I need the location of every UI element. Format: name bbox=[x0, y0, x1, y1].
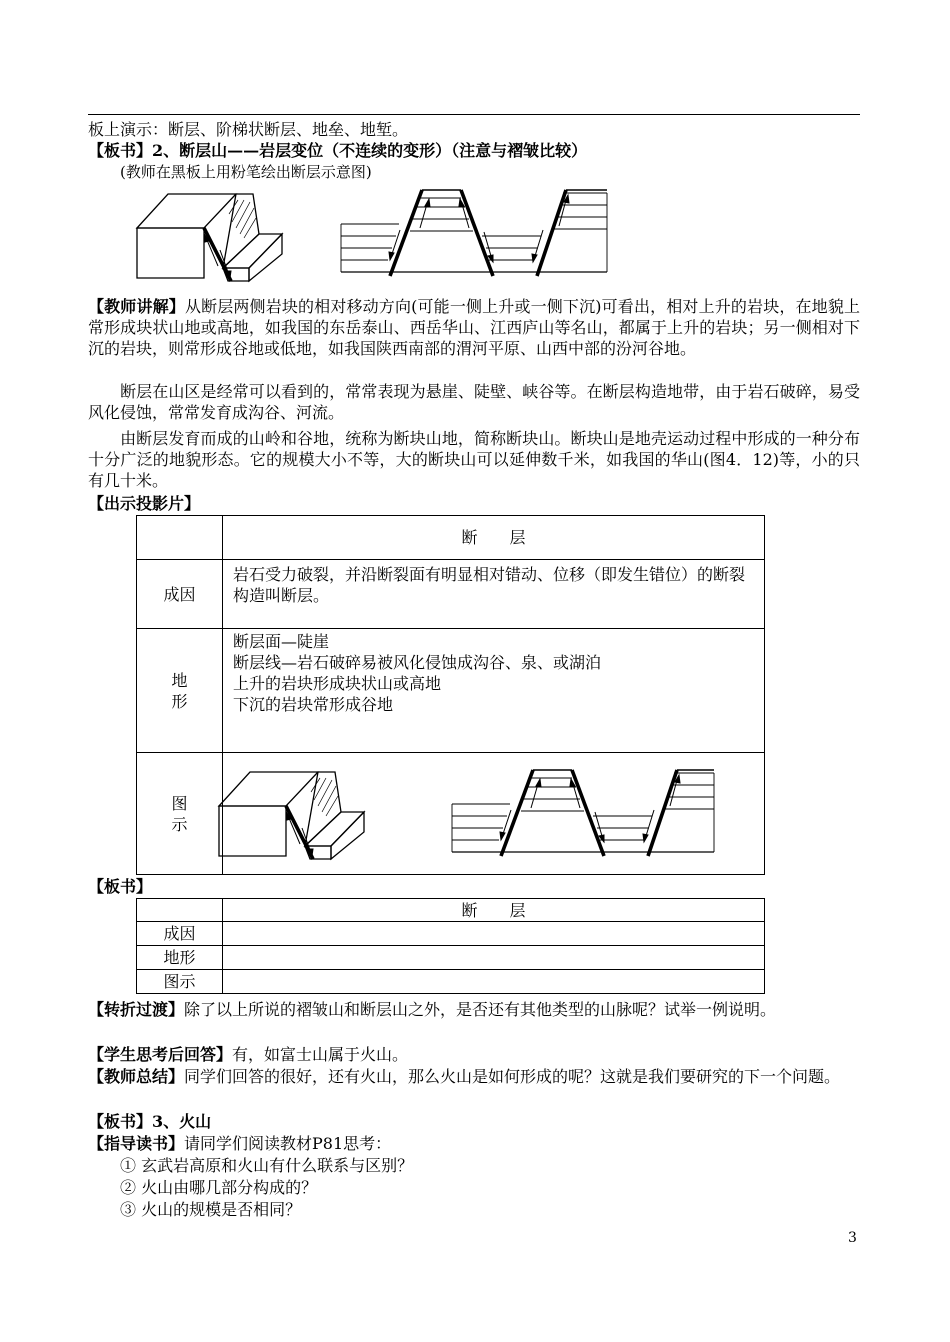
board-heading-fault-mountain bbox=[88, 140, 587, 161]
summary-paragraph bbox=[88, 1066, 860, 1087]
board-tag: 【板书】 bbox=[88, 1112, 153, 1131]
lecture-text-2: 断层在山区是经常可以看到的，常常表现为悬崖、陡壁、峡谷等。在断层构造地带，由于岩石破碎，易受风化侵蚀，常常发育成沟谷、河流。 bbox=[88, 382, 860, 422]
fault-block-diagram-table bbox=[218, 770, 368, 862]
table-cell bbox=[137, 899, 223, 922]
row-label: 成因 bbox=[137, 922, 223, 946]
header-rule bbox=[88, 114, 860, 115]
horst-graben-diagram-table bbox=[452, 766, 722, 858]
landform-line: 下沉的岩块常形成谷地 bbox=[233, 695, 394, 714]
table-row bbox=[137, 560, 765, 629]
summary-text: 同学们回答的很好，还有火山，那么火山是如何形成的呢？这就是我们要研究的下一个问题。 bbox=[184, 1067, 841, 1086]
lecture-paragraph-1 bbox=[88, 296, 860, 359]
lecture-paragraph-3 bbox=[88, 428, 860, 491]
projection-tag: 【出示投影片】 bbox=[88, 494, 201, 513]
row-label: 地形 bbox=[137, 946, 223, 970]
board-tag: 【板书】 bbox=[88, 141, 153, 160]
table-row bbox=[137, 629, 765, 753]
lecture-text-3: 由断层发育而成的山岭和谷地，统称为断块山地，简称断块山。断块山是地壳运动过程中形成的一种分布十分广泛的地貌形态。它的规模大小不等，大的断块山可以延伸数千米，如我国的华山(图4．12)等，小的只有几十米。 bbox=[88, 429, 860, 490]
transition-tag: 【转折过渡】 bbox=[88, 1000, 185, 1019]
fault-block-diagram bbox=[136, 192, 286, 284]
board-text: 2、断层山——岩层变位（不连续的变形）（注意与褶皱比较） bbox=[152, 141, 588, 160]
landform-text bbox=[223, 629, 765, 753]
transition-paragraph bbox=[88, 999, 860, 1020]
lecture-tag: 【教师讲解】 bbox=[88, 297, 185, 316]
question-item: ② 火山由哪几部分构成的？ bbox=[120, 1178, 318, 1197]
cause-text: 岩石受力破裂，并沿断裂面有明显相对错动、位移（即发生错位）的断裂构造叫断层。 bbox=[223, 560, 765, 629]
table-cell bbox=[223, 922, 765, 946]
reading-text: 请同学们阅读教材P81思考： bbox=[184, 1134, 392, 1153]
lecture-text-1: 从断层两侧岩块的相对移动方向(可能一侧上升或一侧下沉)可看出，相对上升的岩块，在地貌上常形成块状山地或高地，如我国的东岳泰山、西岳华山、江西庐山等名山，都属于上升的岩块；另一侧相对下沉的岩块，则常形成谷地或低地，如我国陕西南部的渭河平原、山西中部的汾河谷地。 bbox=[88, 297, 860, 358]
table-cell bbox=[223, 970, 765, 994]
table-cell bbox=[223, 946, 765, 970]
board-heading-volcano bbox=[88, 1111, 211, 1132]
landform-line: 上升的岩块形成块状山或高地 bbox=[233, 674, 442, 693]
row-label-landform bbox=[137, 629, 223, 753]
table-row bbox=[137, 970, 765, 994]
horst-graben-diagram bbox=[341, 186, 611, 278]
table-row bbox=[137, 516, 765, 560]
student-answer bbox=[88, 1044, 408, 1065]
transition-text: 除了以上所说的褶皱山和断层山之外，是否还有其他类型的山脉呢？试举一例说明。 bbox=[184, 1000, 777, 1019]
teacher-note: (教师在黑板上用粉笔绘出断层示意图) bbox=[120, 163, 372, 181]
landform-line: 断层面—陡崖 bbox=[233, 632, 330, 651]
board-tag-2: 【板书】 bbox=[88, 877, 153, 896]
label-char: 示 bbox=[171, 814, 188, 834]
table-row bbox=[137, 922, 765, 946]
lecture-paragraph-2 bbox=[88, 381, 860, 423]
board-table bbox=[136, 898, 765, 994]
summary-tag: 【教师总结】 bbox=[88, 1067, 185, 1086]
board-text: 3、火山 bbox=[152, 1112, 212, 1131]
label-char: 地 bbox=[171, 670, 188, 690]
table-row bbox=[137, 946, 765, 970]
page-number: 3 bbox=[848, 1230, 857, 1246]
question-item: ③ 火山的规模是否相同？ bbox=[120, 1200, 302, 1219]
table-header: 断 层 bbox=[223, 516, 765, 560]
student-tag: 【学生思考后回答】 bbox=[88, 1045, 233, 1064]
row-label: 图示 bbox=[137, 970, 223, 994]
reading-guide bbox=[88, 1133, 391, 1154]
label-char: 图 bbox=[171, 793, 188, 813]
reading-tag: 【指导读书】 bbox=[88, 1134, 185, 1153]
label-char: 形 bbox=[171, 691, 188, 711]
row-label-cause: 成因 bbox=[137, 560, 223, 629]
landform-line: 断层线—岩石破碎易被风化侵蚀成沟谷、泉、或湖泊 bbox=[233, 653, 602, 672]
demo-line: 板上演示：断层、阶梯状断层、地垒、地堑。 bbox=[88, 120, 409, 139]
table-row bbox=[137, 899, 765, 922]
table-cell bbox=[137, 516, 223, 560]
row-label-diagram bbox=[137, 753, 223, 875]
table-header: 断 层 bbox=[223, 899, 765, 922]
question-item: ① 玄武岩高原和火山有什么联系与区别？ bbox=[120, 1156, 414, 1175]
student-text: 有，如富士山属于火山。 bbox=[232, 1045, 409, 1064]
